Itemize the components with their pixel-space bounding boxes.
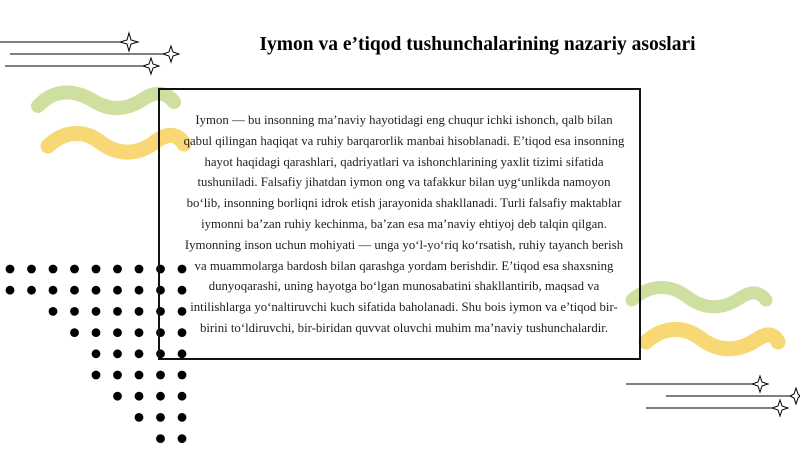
pattern-dot: [135, 265, 144, 274]
pattern-dot: [70, 307, 79, 316]
pattern-dot: [49, 307, 58, 316]
body-paragraph: Iymon — bu insonning ma’naviy hayotidagi eng chuqur ichki ishonch, qalb bilan qabul qilingan haqiqat va ruhiy barqarorlik manbai hisoblanadi. E’tiqod esa insonning hayot haqidagi qarashlari, qadriyatlari va ishonchlarining yaxlit tizimi sifatida tushuniladi. Falsafiy jihatdan iymon ong va tafakkur bilan uyg‘unlikda namoyon bo‘lib, insonning borliqni idrok etish jarayonida shakllanadi. Turli falsafiy maktablar iymonni ba’zan ruhiy kechinma, ba’zan esa ma’naviy ehtiyoj deb talqin qilgan. Iymonning inson uchun mohiyati — unga yo‘l-yo‘riq ko‘rsatish, ruhiy tayanch berish va muammolarga bardosh bilan qarashga yordam berishdir. E’tiqod esa shaxsning dunyoqarashi, uning hayotga bo‘lgan munosabatini shakllantirib, maqsad va intilishlarga yo‘naltiruvchi kuch sifatida baholanadi. Shu bois iymon va e’tiqod bir-birini to‘ldiruvchi, bir-biridan quvvat oluvchi muhim ma’naviy tushunchalardir.: [183, 113, 625, 335]
pattern-dot: [135, 371, 144, 380]
pattern-dot: [156, 392, 165, 401]
pattern-dot: [92, 328, 101, 337]
pattern-dot: [178, 413, 187, 422]
pattern-dot: [27, 286, 36, 295]
pattern-dot: [135, 286, 144, 295]
pattern-dot: [27, 265, 36, 274]
pattern-dot: [113, 371, 122, 380]
pattern-dot: [49, 286, 58, 295]
pattern-dot: [92, 265, 101, 274]
pattern-dot: [156, 413, 165, 422]
sparkle-lines-top-left: [0, 42, 170, 66]
pattern-dot: [156, 371, 165, 380]
green-squiggle-right: [632, 287, 766, 306]
page-title: Iymon va e’tiqod tushunchalarining nazariy asoslari: [259, 34, 696, 55]
pattern-dot: [113, 265, 122, 274]
pattern-dot: [49, 265, 58, 274]
pattern-dot: [113, 286, 122, 295]
pattern-dot: [178, 434, 187, 443]
pattern-dot: [113, 328, 122, 337]
pattern-dot: [113, 307, 122, 316]
pattern-dot: [70, 286, 79, 295]
pattern-dot: [135, 328, 144, 337]
pattern-dot: [156, 434, 165, 443]
pattern-dot: [92, 286, 101, 295]
pattern-dot: [92, 307, 101, 316]
pattern-dot: [178, 371, 187, 380]
pattern-dot: [135, 307, 144, 316]
pattern-dot: [135, 349, 144, 358]
yellow-squiggle-right: [646, 329, 778, 348]
pattern-dot: [135, 413, 144, 422]
sparkle-lines-bottom-right: [626, 384, 800, 408]
pattern-dot: [92, 349, 101, 358]
pattern-dot: [135, 392, 144, 401]
pattern-dot: [70, 328, 79, 337]
pattern-dot: [113, 349, 122, 358]
pattern-dot: [92, 371, 101, 380]
pattern-dot: [6, 265, 15, 274]
pattern-dot: [6, 286, 15, 295]
pattern-dot: [178, 392, 187, 401]
pattern-dot: [113, 392, 122, 401]
green-squiggle-left: [38, 92, 174, 108]
pattern-dot: [70, 265, 79, 274]
